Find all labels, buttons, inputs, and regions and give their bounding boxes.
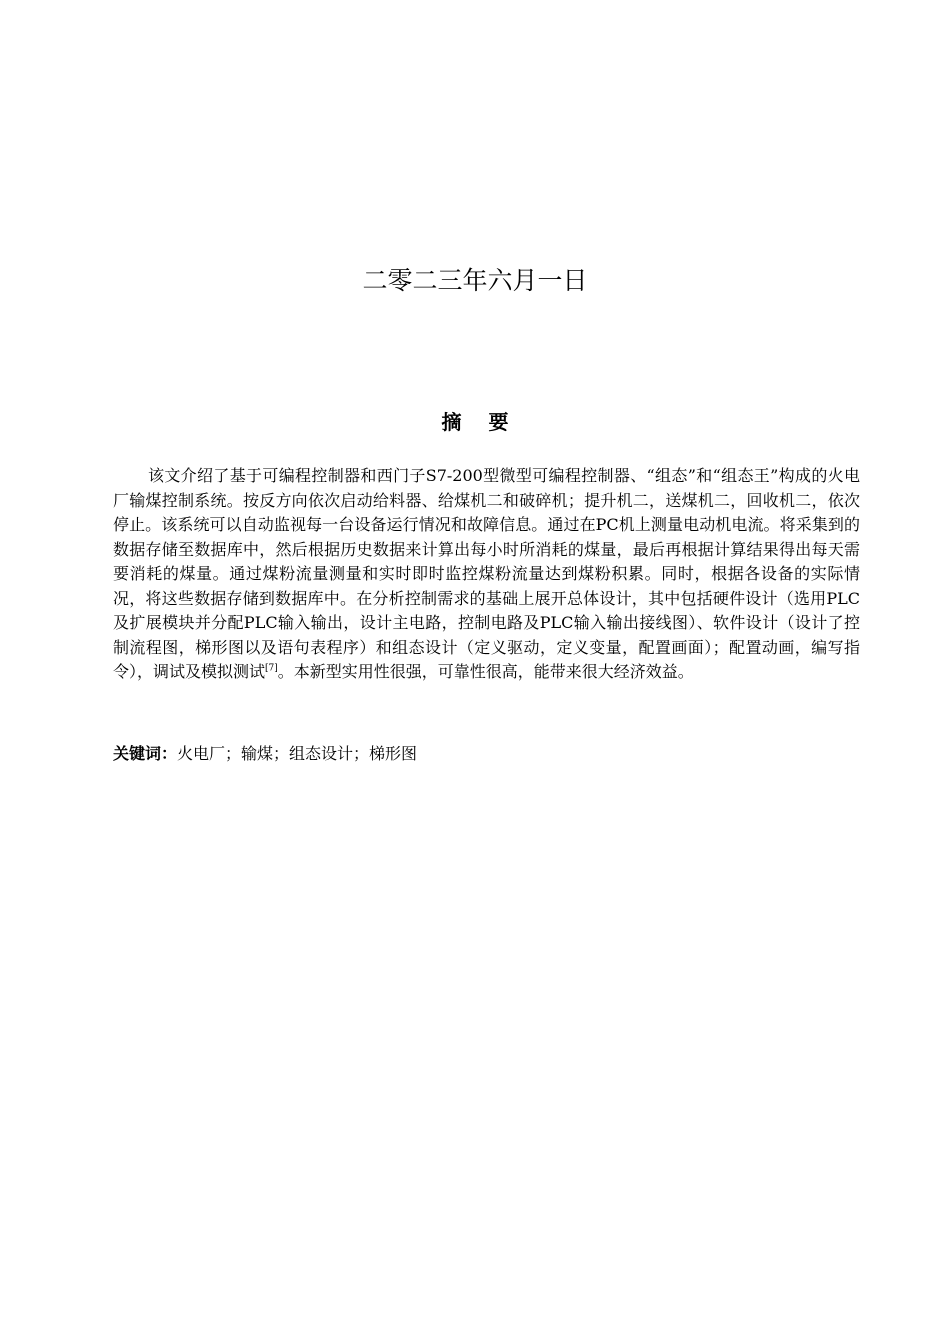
- abstract-heading: 摘 要: [441, 410, 519, 434]
- abstract-text-end: 。本新型实用性很强，可靠性很高，能带来很大经济效益。: [277, 662, 694, 681]
- citation-reference: [7]: [265, 663, 278, 674]
- date-line: 二零二三年六月一日: [362, 266, 588, 295]
- keywords-text: 火电厂；输煤；组态设计；梯形图: [177, 744, 418, 763]
- abstract-paragraph: [113, 464, 860, 685]
- keywords-label: 关键词：: [113, 744, 178, 763]
- keywords-line: [113, 742, 860, 766]
- abstract-text-main: 该文介绍了基于可编程控制器和西门子S7-200型微型可编程控制器、“组态”和“组态王”构成的火电厂输煤控制系统。按反方向依次启动给料器、给煤机二和破碎机；提升机二，送煤机二，回收机二，依次停止。该系统可以自动监视每一台设备运行情况和故障信息。通过在PC机上测量电动机电流。将采集到的数据存储至数据库中，然后根据历史数据来计算出每小时所消耗的煤量，最后再根据计算结果得出每天需要消耗的煤量。通过煤粉流量测量和实时即时监控煤粉流量达到煤粉积累。同时，根据各设备的实际情况，将这些数据存储到数据库中。在分析控制需求的基础上展开总体设计，其中包括硬件设计（选用PLC及扩展模块并分配PLC输入输出，设计主电路，控制电路及PLC输入输出接线图）、软件设计（设计了控制流程图，梯形图以及语句表程序）和组态设计（定义驱动，定义变量，配置画面）；配置动画，编写指令），调试及模拟测试: [113, 466, 860, 681]
